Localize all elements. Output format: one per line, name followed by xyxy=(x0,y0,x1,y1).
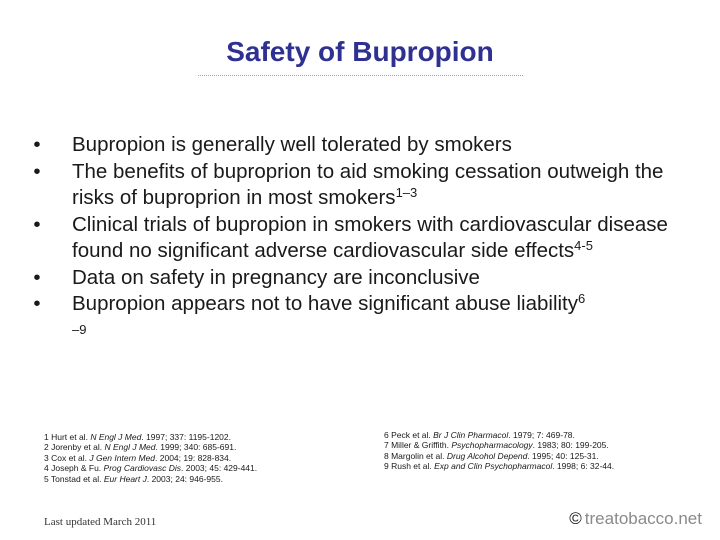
bullet-dot-icon: • xyxy=(33,292,41,315)
journal-name: N Engl J Med xyxy=(90,432,142,442)
bullet-text: The benefits of buproprion to aid smoking cessation outweigh the risks of buproprion in most smokers xyxy=(72,159,664,209)
journal-name: Exp and Clin Psychopharmacol xyxy=(434,461,553,472)
bullet-text: Data on safety in pregnancy are inconclusive xyxy=(72,265,480,289)
slide-title: Safety of Bupropion xyxy=(226,36,494,67)
bullet-dot-icon: • xyxy=(33,265,41,289)
journal-name: Drug Alcohol Depend xyxy=(446,450,528,461)
reference-item: 4 Joseph & Fu. Prog Cardiovasc Dis. 2003; 45: 429-441. xyxy=(44,463,258,474)
brand-name: treatobacco.net xyxy=(584,509,702,528)
bullet-dot-icon: • xyxy=(33,133,41,156)
copyright-icon: © xyxy=(569,509,582,528)
bullet-item xyxy=(30,291,710,338)
reference-item: 5 Tonstad et al. Eur Heart J. 2003; 24: 946-955. xyxy=(44,473,223,484)
citation-superscript-continued: –9 xyxy=(72,321,87,337)
journal-name: Prog Cardiovasc Dis xyxy=(103,463,182,474)
bullet-dot-icon: • xyxy=(33,159,41,183)
journal-name: J Gen Intern Med xyxy=(89,452,156,463)
journal-name: Br J Clin Pharmacol xyxy=(433,430,509,440)
reference-item: 7 Miller & Griffith. Psychopharmacology. 1983; 80: 199-205. xyxy=(384,440,609,451)
reference-item: 6 Peck et al. Br J Clin Pharmacol. 1979; 7: 469-78. xyxy=(384,430,575,440)
bullet-text: Bupropion is generally well tolerated by smokers xyxy=(72,133,512,156)
bullet-item xyxy=(30,265,710,292)
references-right xyxy=(384,430,704,472)
journal-name: Psychopharmacology xyxy=(451,440,533,451)
reference-item: 2 Jorenby et al. N Engl J Med. 1999; 340: 685-691. xyxy=(44,442,237,453)
bullet-list xyxy=(30,132,710,338)
bullet-text: Bupropion appears not to have significant abuse liability xyxy=(72,292,578,315)
bullet-dot-icon: • xyxy=(33,212,41,236)
brand-logo xyxy=(569,509,702,529)
bullet-text: Clinical trials of bupropion in smokers with cardiovascular disease found no significant adverse cardiovascular side effects xyxy=(72,212,668,262)
reference-item: 9 Rush et al. Exp and Clin Psychopharmacol. 1998; 6: 32-44. xyxy=(384,461,615,472)
title-divider xyxy=(198,75,523,76)
references-left xyxy=(44,432,364,484)
reference-item: 1 Hurt et al. N Engl J Med. 1997; 337: 1195-1202. xyxy=(44,432,231,442)
reference-item: 3 Cox et al. J Gen Intern Med. 2004; 19: 828-834. xyxy=(44,452,232,463)
bullet-item xyxy=(30,159,710,212)
citation-superscript: 6 xyxy=(578,291,586,306)
journal-name: N Engl J Med xyxy=(104,442,156,453)
journal-name: Eur Heart J xyxy=(103,473,147,484)
last-updated-note: Last updated March 2011 xyxy=(44,516,157,528)
bullet-item xyxy=(30,132,710,159)
reference-item: 8 Margolin et al. Drug Alcohol Depend. 1995; 40: 125-31. xyxy=(384,450,599,461)
bullet-item xyxy=(30,212,710,265)
citation-superscript: 4-5 xyxy=(574,238,593,253)
citation-superscript: 1–3 xyxy=(395,185,418,200)
